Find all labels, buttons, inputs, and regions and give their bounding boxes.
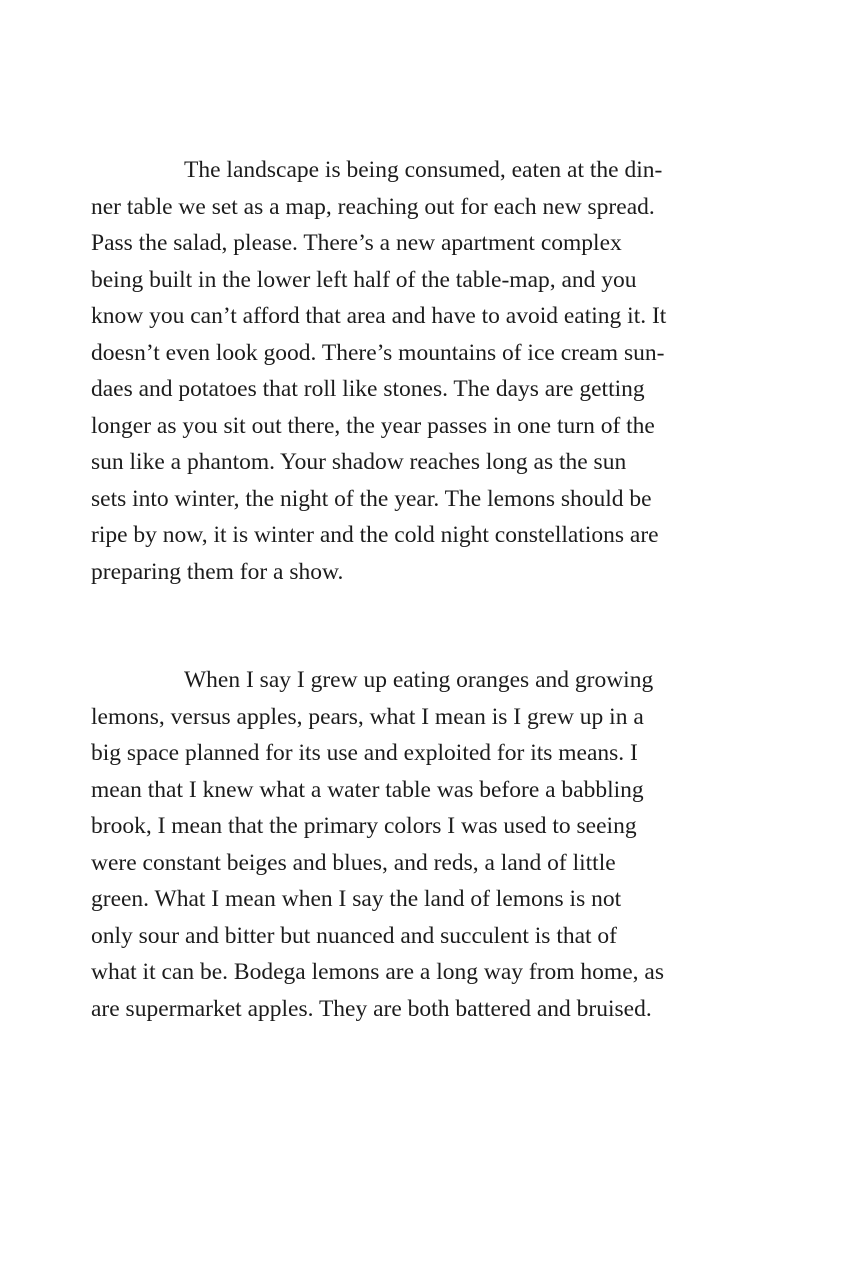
paragraph-line: longer as you sit out there, the year passes in one turn of the: [91, 412, 655, 439]
paragraph-line: what it can be. Bodega lemons are a long way from home, as: [91, 959, 664, 985]
paragraph-line: big space planned for its use and exploited for its means. I: [91, 740, 638, 766]
paragraph-line: When I say I grew up eating oranges and growing: [184, 667, 654, 693]
paragraph-1: [91, 152, 771, 590]
paragraph-line: daes and potatoes that roll like stones. The days are getting: [91, 376, 645, 402]
paragraph-line: ripe by now, it is winter and the cold night constellations are: [91, 522, 659, 548]
paragraph-line: doesn’t even look good. There’s mountains of ice cream sun-: [91, 339, 665, 366]
paragraph-line: brook, I mean that the primary colors I was used to seeing: [91, 813, 637, 839]
paragraph-line: The landscape is being consumed, eaten at the din-: [184, 157, 663, 183]
paragraph-line: sets into winter, the night of the year. The lemons should be: [91, 485, 652, 512]
paragraph-line: lemons, versus apples, pears, what I mean is I grew up in a: [91, 703, 644, 730]
paragraph-line: preparing them for a show.: [91, 558, 344, 585]
paragraph-line: ner table we set as a map, reaching out for each new spread.: [91, 193, 655, 220]
paragraph-2: [91, 662, 771, 1027]
paragraph-line: Pass the salad, please. There’s a new apartment complex: [91, 230, 622, 256]
paragraph-line: green. What I mean when I say the land of lemons is not: [91, 886, 622, 912]
paragraph-line: mean that I knew what a water table was before a babbling: [91, 776, 644, 803]
paragraph-line: were constant beiges and blues, and reds, a land of little: [91, 849, 616, 876]
paragraph-line: are supermarket apples. They are both battered and bruised.: [91, 995, 652, 1022]
paragraph-line: know you can’t afford that area and have to avoid eating it. It: [91, 303, 667, 329]
paragraph-line: sun like a phantom. Your shadow reaches long as the sun: [91, 449, 627, 475]
paragraph-line: only sour and bitter but nuanced and succulent is that of: [91, 922, 618, 949]
paragraph-line: being built in the lower left half of the table-map, and you: [91, 266, 637, 293]
